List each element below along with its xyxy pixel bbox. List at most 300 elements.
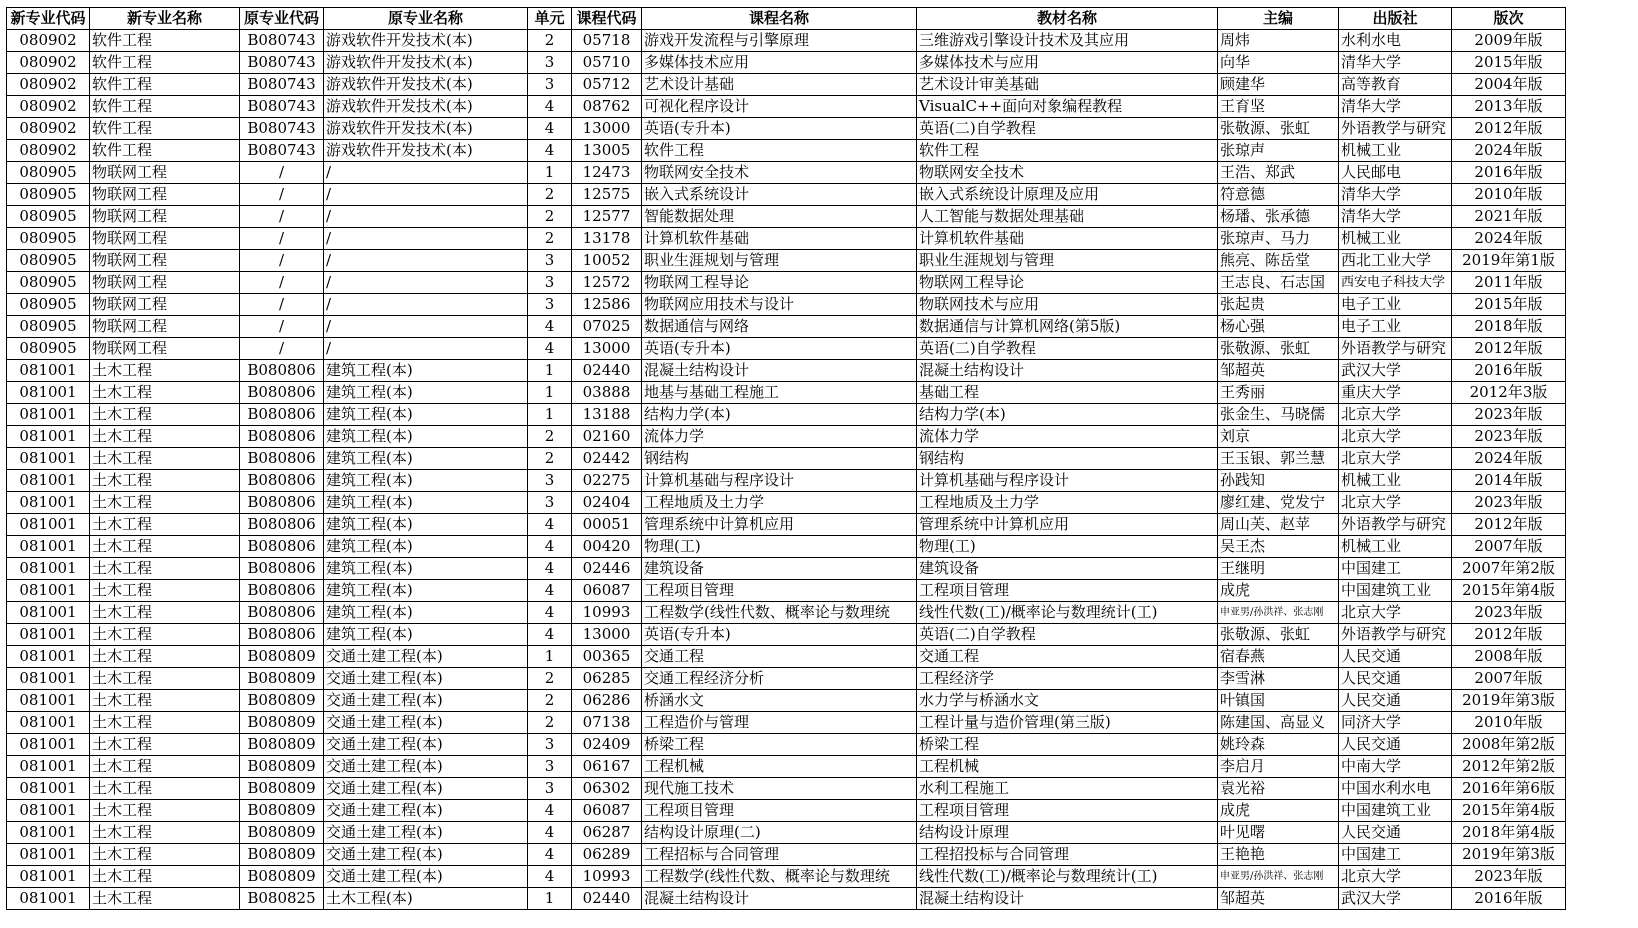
table-row	[7, 888, 1566, 910]
cell-new-major-name: 土木工程	[90, 426, 240, 448]
table-row	[7, 624, 1566, 646]
cell-unit: 3	[528, 250, 572, 272]
cell-course-name: 游戏开发流程与引擎原理	[642, 30, 917, 52]
cell-new-major-name: 土木工程	[90, 580, 240, 602]
cell-course-name: 工程数学(线性代数、概率论与数理统	[642, 602, 917, 624]
cell-new-major-code: 080905	[7, 228, 90, 250]
cell-edition: 2012年3版	[1452, 382, 1566, 404]
cell-textbook-name: 结构力学(本)	[917, 404, 1218, 426]
cell-textbook-name: 英语(二)自学教程	[917, 118, 1218, 140]
cell-new-major-code: 081001	[7, 844, 90, 866]
cell-course-code: 13000	[572, 338, 642, 360]
cell-editor: 吴王杰	[1218, 536, 1339, 558]
cell-course-name: 工程项目管理	[642, 800, 917, 822]
cell-publisher: 北京大学	[1339, 426, 1452, 448]
cell-old-major-code: B080809	[240, 822, 324, 844]
cell-old-major-name: 交通土建工程(本)	[324, 756, 528, 778]
cell-unit: 2	[528, 668, 572, 690]
cell-course-name: 物联网工程导论	[642, 272, 917, 294]
cell-course-code: 02446	[572, 558, 642, 580]
cell-course-name: 交通工程经济分析	[642, 668, 917, 690]
table-row	[7, 866, 1566, 888]
cell-publisher: 武汉大学	[1339, 888, 1452, 910]
cell-new-major-name: 物联网工程	[90, 338, 240, 360]
cell-publisher: 电子工业	[1339, 294, 1452, 316]
cell-textbook-name: 英语(二)自学教程	[917, 338, 1218, 360]
cell-unit: 4	[528, 96, 572, 118]
cell-new-major-name: 物联网工程	[90, 250, 240, 272]
table-row	[7, 228, 1566, 250]
cell-old-major-name: 建筑工程(本)	[324, 404, 528, 426]
cell-publisher: 人民交通	[1339, 822, 1452, 844]
cell-edition: 2012年第2版	[1452, 756, 1566, 778]
cell-course-code: 13000	[572, 624, 642, 646]
cell-unit: 4	[528, 624, 572, 646]
cell-course-code: 03888	[572, 382, 642, 404]
cell-old-major-name: 土木工程(本)	[324, 888, 528, 910]
cell-course-name: 工程机械	[642, 756, 917, 778]
table-row	[7, 52, 1566, 74]
cell-edition: 2012年版	[1452, 624, 1566, 646]
cell-publisher: 清华大学	[1339, 52, 1452, 74]
cell-course-code: 06087	[572, 580, 642, 602]
cell-editor: 熊亮、陈岳堂	[1218, 250, 1339, 272]
table-row	[7, 206, 1566, 228]
cell-new-major-code: 081001	[7, 866, 90, 888]
cell-course-name: 多媒体技术应用	[642, 52, 917, 74]
cell-editor: 邹超英	[1218, 360, 1339, 382]
cell-new-major-code: 081001	[7, 646, 90, 668]
cell-editor: 顾建华	[1218, 74, 1339, 96]
cell-old-major-code: B080809	[240, 756, 324, 778]
cell-course-code: 12575	[572, 184, 642, 206]
cell-old-major-code: B080743	[240, 74, 324, 96]
cell-new-major-name: 土木工程	[90, 866, 240, 888]
cell-course-name: 工程数学(线性代数、概率论与数理统	[642, 866, 917, 888]
cell-course-code: 10993	[572, 866, 642, 888]
cell-editor: 杨璠、张承德	[1218, 206, 1339, 228]
cell-textbook-name: 三维游戏引擎设计技术及其应用	[917, 30, 1218, 52]
cell-new-major-name: 土木工程	[90, 382, 240, 404]
header-new-major-name: 新专业名称	[90, 8, 240, 30]
table-row	[7, 470, 1566, 492]
cell-course-name: 艺术设计基础	[642, 74, 917, 96]
cell-course-name: 建筑设备	[642, 558, 917, 580]
table-row	[7, 778, 1566, 800]
cell-publisher: 中国建工	[1339, 844, 1452, 866]
table-container	[6, 7, 1566, 910]
cell-old-major-code: B080743	[240, 30, 324, 52]
cell-course-code: 10052	[572, 250, 642, 272]
cell-course-code: 06285	[572, 668, 642, 690]
cell-course-code: 13005	[572, 140, 642, 162]
cell-textbook-name: 物联网工程导论	[917, 272, 1218, 294]
cell-textbook-name: 多媒体技术与应用	[917, 52, 1218, 74]
cell-new-major-name: 土木工程	[90, 734, 240, 756]
cell-course-code: 10993	[572, 602, 642, 624]
cell-course-name: 混凝土结构设计	[642, 360, 917, 382]
cell-new-major-code: 080902	[7, 118, 90, 140]
table-row	[7, 492, 1566, 514]
cell-textbook-name: 英语(二)自学教程	[917, 624, 1218, 646]
cell-edition: 2011年版	[1452, 272, 1566, 294]
cell-new-major-code: 080905	[7, 272, 90, 294]
cell-editor: 张敬源、张虹	[1218, 624, 1339, 646]
cell-new-major-code: 080902	[7, 140, 90, 162]
cell-edition: 2019年第3版	[1452, 844, 1566, 866]
cell-old-major-code: B080743	[240, 140, 324, 162]
cell-course-name: 管理系统中计算机应用	[642, 514, 917, 536]
cell-new-major-name: 土木工程	[90, 536, 240, 558]
cell-editor: 廖红建、党发宁	[1218, 492, 1339, 514]
cell-new-major-name: 土木工程	[90, 888, 240, 910]
cell-textbook-name: 软件工程	[917, 140, 1218, 162]
cell-old-major-name: 交通土建工程(本)	[324, 822, 528, 844]
cell-publisher: 武汉大学	[1339, 360, 1452, 382]
cell-edition: 2015年版	[1452, 52, 1566, 74]
cell-textbook-name: VisualC++面向对象编程教程	[917, 96, 1218, 118]
cell-old-major-name: 游戏软件开发技术(本)	[324, 118, 528, 140]
cell-old-major-code: B080825	[240, 888, 324, 910]
header-row	[7, 8, 1566, 30]
cell-edition: 2010年版	[1452, 712, 1566, 734]
cell-edition: 2012年版	[1452, 118, 1566, 140]
cell-editor: 李启月	[1218, 756, 1339, 778]
cell-unit: 2	[528, 712, 572, 734]
cell-new-major-name: 土木工程	[90, 360, 240, 382]
cell-textbook-name: 桥梁工程	[917, 734, 1218, 756]
cell-publisher: 机械工业	[1339, 536, 1452, 558]
cell-unit: 1	[528, 646, 572, 668]
cell-old-major-name: 交通土建工程(本)	[324, 800, 528, 822]
cell-old-major-code: B080809	[240, 734, 324, 756]
cell-textbook-name: 工程项目管理	[917, 580, 1218, 602]
cell-new-major-code: 081001	[7, 580, 90, 602]
cell-course-name: 工程造价与管理	[642, 712, 917, 734]
cell-old-major-name: 建筑工程(本)	[324, 426, 528, 448]
header-editor: 主编	[1218, 8, 1339, 30]
cell-course-code: 02409	[572, 734, 642, 756]
table-row	[7, 800, 1566, 822]
cell-edition: 2016年版	[1452, 360, 1566, 382]
cell-course-name: 桥梁工程	[642, 734, 917, 756]
cell-edition: 2024年版	[1452, 228, 1566, 250]
cell-edition: 2007年版	[1452, 668, 1566, 690]
table-row	[7, 580, 1566, 602]
cell-publisher: 同济大学	[1339, 712, 1452, 734]
cell-textbook-name: 管理系统中计算机应用	[917, 514, 1218, 536]
cell-course-code: 06289	[572, 844, 642, 866]
cell-unit: 1	[528, 888, 572, 910]
cell-unit: 1	[528, 360, 572, 382]
cell-new-major-name: 土木工程	[90, 492, 240, 514]
cell-textbook-name: 工程经济学	[917, 668, 1218, 690]
cell-course-code: 07138	[572, 712, 642, 734]
cell-publisher: 中国建筑工业	[1339, 800, 1452, 822]
cell-editor: 成虎	[1218, 580, 1339, 602]
table-row	[7, 404, 1566, 426]
cell-course-code: 07025	[572, 316, 642, 338]
cell-new-major-name: 土木工程	[90, 602, 240, 624]
cell-edition: 2008年第2版	[1452, 734, 1566, 756]
cell-unit: 3	[528, 778, 572, 800]
cell-old-major-name: 游戏软件开发技术(本)	[324, 140, 528, 162]
cell-new-major-code: 081001	[7, 404, 90, 426]
cell-old-major-code: B080806	[240, 382, 324, 404]
cell-new-major-name: 软件工程	[90, 74, 240, 96]
cell-editor: 张起贵	[1218, 294, 1339, 316]
cell-old-major-name: 建筑工程(本)	[324, 492, 528, 514]
cell-unit: 4	[528, 558, 572, 580]
cell-edition: 2018年版	[1452, 316, 1566, 338]
cell-textbook-name: 人工智能与数据处理基础	[917, 206, 1218, 228]
cell-new-major-name: 土木工程	[90, 558, 240, 580]
cell-course-code: 13000	[572, 118, 642, 140]
cell-edition: 2014年版	[1452, 470, 1566, 492]
cell-edition: 2023年版	[1452, 426, 1566, 448]
cell-editor: 周山芙、赵苹	[1218, 514, 1339, 536]
cell-old-major-name: /	[324, 272, 528, 294]
cell-new-major-name: 物联网工程	[90, 184, 240, 206]
cell-old-major-name: 交通土建工程(本)	[324, 734, 528, 756]
cell-publisher: 外语教学与研究	[1339, 514, 1452, 536]
cell-publisher: 水利水电	[1339, 30, 1452, 52]
cell-unit: 2	[528, 184, 572, 206]
cell-old-major-code: B080806	[240, 360, 324, 382]
cell-textbook-name: 结构设计原理	[917, 822, 1218, 844]
cell-new-major-code: 081001	[7, 734, 90, 756]
cell-old-major-name: 建筑工程(本)	[324, 580, 528, 602]
cell-unit: 3	[528, 294, 572, 316]
cell-textbook-name: 流体力学	[917, 426, 1218, 448]
cell-publisher: 人民邮电	[1339, 162, 1452, 184]
cell-publisher: 中国建工	[1339, 558, 1452, 580]
cell-unit: 2	[528, 426, 572, 448]
cell-publisher: 西安电子科技大学	[1339, 272, 1452, 294]
header-publisher: 出版社	[1339, 8, 1452, 30]
cell-new-major-name: 物联网工程	[90, 272, 240, 294]
cell-old-major-code: B080806	[240, 580, 324, 602]
cell-textbook-name: 工程项目管理	[917, 800, 1218, 822]
cell-course-code: 05712	[572, 74, 642, 96]
cell-old-major-code: B080809	[240, 668, 324, 690]
cell-textbook-name: 计算机软件基础	[917, 228, 1218, 250]
cell-unit: 4	[528, 822, 572, 844]
cell-new-major-code: 081001	[7, 360, 90, 382]
cell-old-major-code: B080809	[240, 712, 324, 734]
cell-new-major-name: 物联网工程	[90, 162, 240, 184]
cell-course-name: 工程地质及土力学	[642, 492, 917, 514]
table-row	[7, 184, 1566, 206]
cell-edition: 2023年版	[1452, 866, 1566, 888]
cell-new-major-name: 土木工程	[90, 470, 240, 492]
cell-edition: 2013年版	[1452, 96, 1566, 118]
cell-old-major-name: 游戏软件开发技术(本)	[324, 52, 528, 74]
cell-new-major-name: 土木工程	[90, 690, 240, 712]
cell-old-major-code: B080806	[240, 624, 324, 646]
table-row	[7, 316, 1566, 338]
cell-new-major-name: 物联网工程	[90, 228, 240, 250]
table-row	[7, 382, 1566, 404]
cell-unit: 3	[528, 74, 572, 96]
table-row	[7, 162, 1566, 184]
table-row	[7, 734, 1566, 756]
cell-textbook-name: 艺术设计审美基础	[917, 74, 1218, 96]
cell-old-major-name: /	[324, 294, 528, 316]
cell-new-major-code: 081001	[7, 426, 90, 448]
cell-old-major-name: 建筑工程(本)	[324, 382, 528, 404]
cell-old-major-name: 交通土建工程(本)	[324, 778, 528, 800]
cell-new-major-code: 080905	[7, 162, 90, 184]
cell-textbook-name: 物理(工)	[917, 536, 1218, 558]
cell-course-name: 计算机基础与程序设计	[642, 470, 917, 492]
cell-new-major-code: 080905	[7, 316, 90, 338]
cell-unit: 4	[528, 514, 572, 536]
header-course-code: 课程代码	[572, 8, 642, 30]
table-row	[7, 140, 1566, 162]
cell-unit: 3	[528, 52, 572, 74]
cell-edition: 2018年第4版	[1452, 822, 1566, 844]
cell-editor: 叶镇国	[1218, 690, 1339, 712]
table-row	[7, 690, 1566, 712]
cell-editor: 周炜	[1218, 30, 1339, 52]
cell-edition: 2016年版	[1452, 888, 1566, 910]
cell-new-major-code: 081001	[7, 492, 90, 514]
cell-new-major-name: 物联网工程	[90, 294, 240, 316]
cell-editor: 王浩、郑武	[1218, 162, 1339, 184]
cell-textbook-name: 嵌入式系统设计原理及应用	[917, 184, 1218, 206]
cell-edition: 2015年第4版	[1452, 580, 1566, 602]
cell-old-major-code: B080809	[240, 778, 324, 800]
cell-publisher: 中国建筑工业	[1339, 580, 1452, 602]
cell-old-major-code: B080806	[240, 448, 324, 470]
cell-editor: 张金生、马晓儒	[1218, 404, 1339, 426]
cell-course-code: 08762	[572, 96, 642, 118]
cell-textbook-name: 水力学与桥涵水文	[917, 690, 1218, 712]
cell-new-major-code: 080905	[7, 294, 90, 316]
cell-unit: 4	[528, 844, 572, 866]
cell-old-major-name: /	[324, 162, 528, 184]
header-course-name: 课程名称	[642, 8, 917, 30]
cell-course-name: 物联网应用技术与设计	[642, 294, 917, 316]
cell-old-major-code: B080743	[240, 118, 324, 140]
cell-textbook-name: 数据通信与计算机网络(第5版)	[917, 316, 1218, 338]
cell-textbook-name: 混凝土结构设计	[917, 360, 1218, 382]
cell-course-code: 12586	[572, 294, 642, 316]
cell-unit: 4	[528, 602, 572, 624]
cell-course-name: 智能数据处理	[642, 206, 917, 228]
cell-course-name: 可视化程序设计	[642, 96, 917, 118]
cell-unit: 4	[528, 536, 572, 558]
cell-edition: 2009年版	[1452, 30, 1566, 52]
cell-course-code: 00051	[572, 514, 642, 536]
header-unit: 单元	[528, 8, 572, 30]
cell-new-major-name: 软件工程	[90, 118, 240, 140]
cell-publisher: 中国水利水电	[1339, 778, 1452, 800]
cell-course-code: 02442	[572, 448, 642, 470]
cell-new-major-code: 081001	[7, 624, 90, 646]
cell-textbook-name: 线性代数(工)/概率论与数理统计(工)	[917, 866, 1218, 888]
cell-editor: 张敬源、张虹	[1218, 338, 1339, 360]
cell-textbook-name: 混凝土结构设计	[917, 888, 1218, 910]
cell-old-major-name: /	[324, 338, 528, 360]
table-row	[7, 30, 1566, 52]
cell-new-major-name: 软件工程	[90, 140, 240, 162]
table-row	[7, 712, 1566, 734]
cell-editor: 袁光裕	[1218, 778, 1339, 800]
cell-old-major-name: /	[324, 316, 528, 338]
cell-edition: 2012年版	[1452, 514, 1566, 536]
cell-publisher: 清华大学	[1339, 206, 1452, 228]
cell-new-major-name: 土木工程	[90, 800, 240, 822]
cell-course-code: 13188	[572, 404, 642, 426]
cell-unit: 2	[528, 228, 572, 250]
cell-old-major-name: 交通土建工程(本)	[324, 844, 528, 866]
cell-new-major-name: 土木工程	[90, 844, 240, 866]
cell-course-code: 13178	[572, 228, 642, 250]
cell-old-major-name: 交通土建工程(本)	[324, 712, 528, 734]
cell-new-major-name: 物联网工程	[90, 316, 240, 338]
cell-textbook-name: 工程地质及土力学	[917, 492, 1218, 514]
cell-unit: 4	[528, 118, 572, 140]
cell-edition: 2015年第4版	[1452, 800, 1566, 822]
cell-textbook-name: 基础工程	[917, 382, 1218, 404]
cell-course-name: 现代施工技术	[642, 778, 917, 800]
table-row	[7, 74, 1566, 96]
cell-old-major-code: B080806	[240, 602, 324, 624]
cell-old-major-code: /	[240, 272, 324, 294]
cell-publisher: 北京大学	[1339, 448, 1452, 470]
cell-new-major-code: 081001	[7, 712, 90, 734]
cell-course-name: 物联网安全技术	[642, 162, 917, 184]
cell-new-major-name: 土木工程	[90, 668, 240, 690]
cell-unit: 3	[528, 756, 572, 778]
cell-course-name: 流体力学	[642, 426, 917, 448]
cell-editor: 张敬源、张虹	[1218, 118, 1339, 140]
cell-publisher: 机械工业	[1339, 228, 1452, 250]
cell-old-major-code: B080806	[240, 426, 324, 448]
cell-course-code: 00420	[572, 536, 642, 558]
cell-old-major-code: /	[240, 206, 324, 228]
cell-new-major-code: 080905	[7, 184, 90, 206]
cell-new-major-code: 080902	[7, 30, 90, 52]
cell-old-major-code: B080809	[240, 646, 324, 668]
cell-course-name: 英语(专升本)	[642, 118, 917, 140]
cell-course-name: 工程招标与合同管理	[642, 844, 917, 866]
cell-course-code: 02275	[572, 470, 642, 492]
cell-new-major-name: 软件工程	[90, 96, 240, 118]
cell-new-major-code: 081001	[7, 800, 90, 822]
cell-unit: 2	[528, 448, 572, 470]
cell-unit: 3	[528, 492, 572, 514]
cell-old-major-name: /	[324, 228, 528, 250]
cell-course-name: 混凝土结构设计	[642, 888, 917, 910]
cell-new-major-code: 081001	[7, 668, 90, 690]
table-row	[7, 250, 1566, 272]
cell-course-code: 00365	[572, 646, 642, 668]
cell-editor: 孙践知	[1218, 470, 1339, 492]
cell-course-code: 12473	[572, 162, 642, 184]
cell-course-code: 02440	[572, 888, 642, 910]
cell-new-major-name: 软件工程	[90, 52, 240, 74]
cell-course-name: 英语(专升本)	[642, 624, 917, 646]
course-table	[6, 7, 1566, 910]
cell-editor: 申亚男/孙洪祥、张志刚	[1218, 602, 1339, 624]
cell-publisher: 机械工业	[1339, 470, 1452, 492]
cell-old-major-name: 建筑工程(本)	[324, 360, 528, 382]
table-row	[7, 822, 1566, 844]
cell-old-major-code: B080806	[240, 514, 324, 536]
